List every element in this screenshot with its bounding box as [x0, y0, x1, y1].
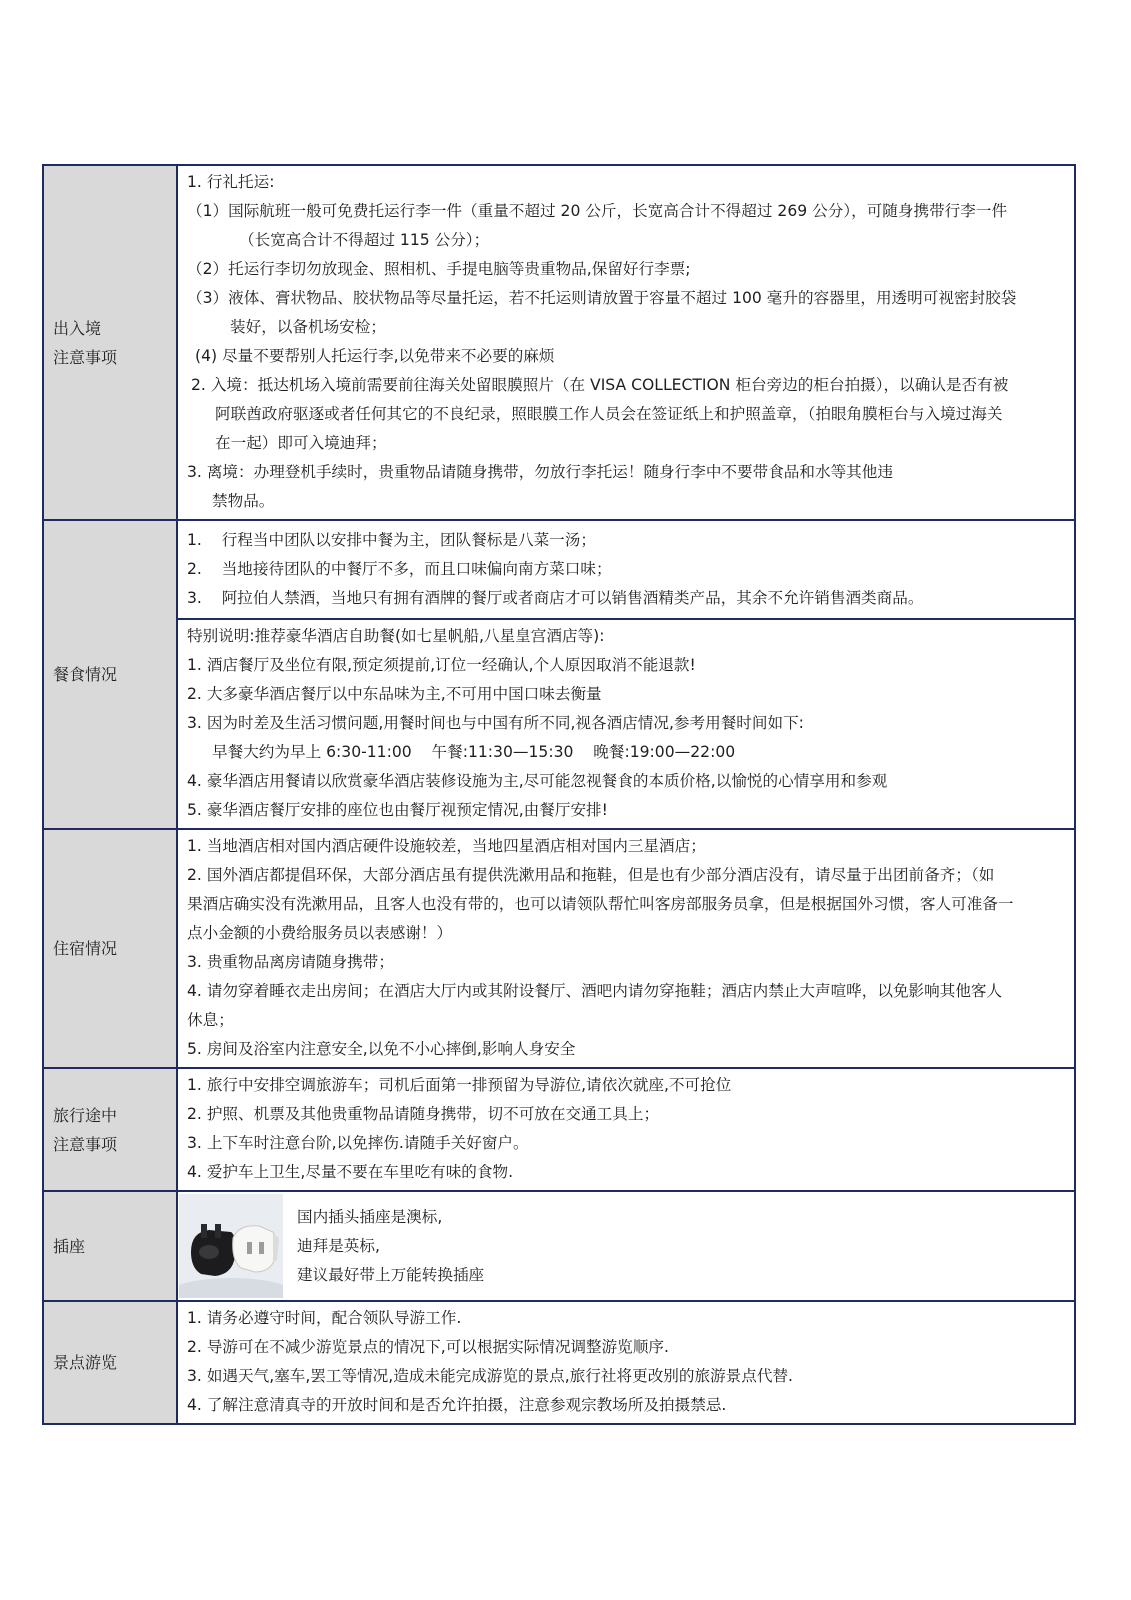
socket-content-wrap [187, 1192, 1066, 1300]
lodging-line: 1. 当地酒店相对国内酒店硬件设施较差，当地四星酒店相对国内三星酒店； [187, 837, 706, 855]
dining-line: 3. 阿拉伯人禁酒，当地只有拥有酒牌的餐厅或者商店才可以销售酒精类产品，其余不允许销售酒类商品。 [187, 588, 924, 607]
content-dining-special [177, 619, 1075, 829]
customs-line: （3）液体、膏状物品、胶状物品等尽量托运，若不托运则请放置于容量不超过 100 毫升的容器里，用透明可视密封胶袋 [187, 289, 1017, 307]
content-dining-general [177, 520, 1075, 619]
lodging-line: 5. 房间及浴室内注意安全,以免不小心摔倒,影响人身安全 [187, 1040, 576, 1058]
dining-line: 2. 当地接待团队的中餐厅不多，而且口味偏向南方菜口味； [187, 559, 612, 578]
dining-special-line: 特别说明:推荐豪华酒店自助餐(如七星帆船,八星皇宫酒店等): [187, 627, 605, 645]
content-sightseeing [177, 1301, 1075, 1424]
row-socket [43, 1191, 1075, 1301]
label-socket: 插座 [43, 1191, 177, 1301]
lodging-line: 休息； [187, 1011, 234, 1029]
content-customs [177, 165, 1075, 520]
lodging-line: 4. 请勿穿着睡衣走出房间；在酒店大厅内或其附设餐厅、酒吧内请勿穿拖鞋；酒店内禁止大声喧哗，以免影响其他客人 [187, 982, 1003, 1000]
customs-line: 在一起）即可入境迪拜； [215, 434, 387, 452]
content-lodging [177, 829, 1075, 1068]
dining-special-line: 3. 因为时差及生活习惯问题,用餐时间也与中国有所不同,视各酒店情况,参考用餐时间如下: [187, 714, 804, 732]
customs-line: 禁物品。 [212, 492, 275, 510]
label-travel-line-2: 注意事项 [53, 1134, 118, 1154]
travel-line: 2. 护照、机票及其他贵重物品请随身携带，切不可放在交通工具上； [187, 1105, 660, 1123]
travel-line: 4. 爱护车上卫生,尽量不要在车里吃有味的食物. [187, 1163, 514, 1181]
label-lodging: 住宿情况 [43, 829, 177, 1068]
label-dining: 餐食情况 [43, 520, 177, 829]
lodging-line: 3. 贵重物品离房请随身携带； [187, 953, 394, 971]
row-dining-1 [43, 520, 1075, 619]
sightseeing-line: 4. 了解注意清真寺的开放时间和是否允许拍摄，注意参观宗教场所及拍摄禁忌. [187, 1396, 727, 1414]
sightseeing-line: 3. 如遇天气,塞车,罢工等情况,造成未能完成游览的景点,旅行社将更改别的旅游景点代替. [187, 1367, 793, 1385]
customs-line: 阿联酋政府驱逐或者任何其它的不良纪录，照眼膜工作人员会在签证纸上和护照盖章，（拍眼角膜柜台与入境过海关 [215, 405, 1003, 423]
dining-special-line: 2. 大多豪华酒店餐厅以中东品味为主,不可用中国口味去衡量 [187, 685, 602, 703]
row-sightseeing [43, 1301, 1075, 1424]
label-travel [43, 1068, 177, 1191]
dining-special-line: 4. 豪华酒店用餐请以欣赏豪华酒店装修设施为主,尽可能忽视餐食的本质价格,以愉悦的心情享用和参观 [187, 772, 888, 790]
socket-line: 建议最好带上万能转换插座 [297, 1265, 485, 1284]
dining-special-line: 1. 酒店餐厅及坐位有限,预定须提前,订位一经确认,个人原因取消不能退款! [187, 656, 696, 674]
customs-line: （2）托运行李切勿放现金、照相机、手提电脑等贵重物品,保留好行李票; [187, 260, 691, 278]
travel-line: 1. 旅行中安排空调旅游车；司机后面第一排预留为导游位,请依次就座,不可抢位 [187, 1076, 732, 1094]
label-customs [43, 165, 177, 520]
plug-adapter-icon [179, 1194, 283, 1298]
row-travel [43, 1068, 1075, 1191]
sightseeing-line: 1. 请务必遵守时间，配合领队导游工作. [187, 1309, 462, 1327]
socket-text [297, 1203, 484, 1290]
label-travel-line-1: 旅行途中 [53, 1105, 118, 1125]
row-lodging [43, 829, 1075, 1068]
customs-line: (4) 尽量不要帮别人托运行李,以免带来不必要的麻烦 [195, 347, 555, 365]
label-customs-line-2: 注意事项 [53, 347, 118, 367]
lodging-line: 点小金额的小费给服务员以表感谢！） [187, 924, 453, 942]
travel-notice-table [42, 164, 1076, 1425]
row-dining-2 [43, 619, 1075, 829]
dining-line: 1. 行程当中团队以安排中餐为主，团队餐标是八菜一汤； [187, 530, 596, 549]
content-socket [177, 1191, 1075, 1301]
lodging-line: 2. 国外酒店都提倡环保，大部分酒店虽有提供洗漱用品和拖鞋，但是也有少部分酒店没有，请尽量于出团前备齐；（如 [187, 866, 995, 884]
dining-special-line: 5. 豪华酒店餐厅安排的座位也由餐厅视预定情况,由餐厅安排! [187, 801, 608, 819]
row-customs [43, 165, 1075, 520]
customs-line: （1）国际航班一般可免费托运行李一件（重量不超过 20 公斤，长宽高合计不得超过 269 公分），可随身携带行李一件 [187, 202, 1008, 220]
content-travel [177, 1068, 1075, 1191]
customs-line: 2. 入境：抵达机场入境前需要前往海关处留眼膜照片（在 VISA COLLECTION 柜台旁边的柜台拍摄），以确认是否有被 [191, 376, 1009, 394]
lodging-line: 果酒店确实没有洗漱用品，且客人也没有带的，也可以请领队帮忙叫客房部服务员拿，但是根据国外习惯，客人可准备一 [187, 895, 1014, 913]
label-sightseeing: 景点游览 [43, 1301, 177, 1424]
customs-line: 3. 离境：办理登机手续时，贵重物品请随身携带，勿放行李托运！随身行李中不要带食品和水等其他违 [187, 463, 893, 481]
label-customs-line-1: 出入境 [53, 318, 102, 338]
dining-special-line: 早餐大约为早上 6:30-11:00 午餐:11:30—15:30 晚餐:19:00—22:00 [212, 743, 736, 761]
customs-line: 装好，以备机场安检； [230, 318, 386, 336]
travel-line: 3. 上下车时注意台阶,以免摔伤.请随手关好窗户。 [187, 1134, 529, 1152]
plug-adapter-image [179, 1194, 283, 1298]
customs-line: （长宽高合计不得超过 115 公分）； [239, 231, 490, 249]
customs-line: 1. 行礼托运: [187, 173, 275, 191]
sightseeing-line: 2. 导游可在不减少游览景点的情况下,可以根据实际情况调整游览顺序. [187, 1338, 669, 1356]
socket-line: 国内插头插座是澳标, [297, 1207, 443, 1226]
socket-line: 迪拜是英标, [297, 1236, 380, 1255]
